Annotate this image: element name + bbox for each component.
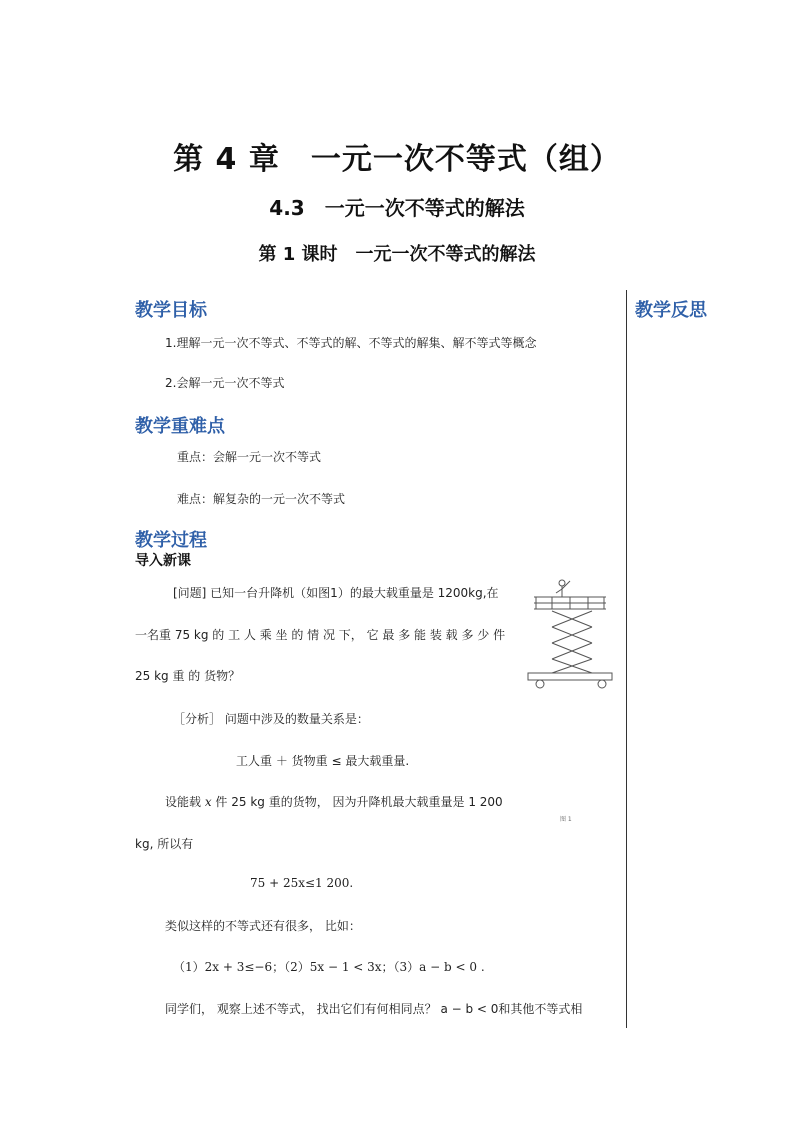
setup-line-1: 设能载 x 件 25 kg 重的货物， 因为升降机最大载重量是 1 200 [165, 795, 503, 809]
key-point-text: 重点：会解一元一次不等式 [177, 450, 322, 464]
problem-line-1: [问题] 已知一台升降机（如图1）的最大载重量是 1200kg,在 [173, 586, 499, 600]
objectives-heading: 教学目标 [135, 300, 207, 321]
scissor-lift-illustration [522, 575, 618, 693]
process-heading: 教学过程 [135, 530, 207, 551]
example-inequalities: （1）2x + 3≤−6；（2）5x − 1 < 3x；（3）a − b < 0 . [173, 960, 485, 974]
problem-line-2: 一名重 75 kg 的 工 人 乘 坐 的 情 况 下， 它 最 多 能 装 载 多 少 件 [135, 628, 506, 642]
quantity-relation: 工人重 ＋ 货物重 ≤ 最大载重量. [236, 754, 410, 768]
section-title: 4.3 一元一次不等式的解法 [269, 196, 525, 220]
analysis-text: ［分析］ 问题中涉及的数量关系是： [173, 712, 369, 726]
intro-heading: 导入新课 [135, 553, 191, 569]
objective-item-2: 2.会解一元一次不等式 [165, 376, 285, 390]
figure-label: 图 1 [560, 816, 572, 823]
column-divider [626, 290, 627, 1028]
lesson-title: 第 1 课时 一元一次不等式的解法 [258, 244, 536, 265]
inequality: 75 + 25x≤1 200. [250, 876, 354, 890]
problem-line-3: 25 kg 重 的 货物？ [135, 669, 241, 683]
chapter-title: 第 4 章 一元一次不等式（组） [173, 142, 621, 177]
objective-item-1: 1.理解一元一次不等式、不等式的解、不等式的解集、解不等式等概念 [165, 336, 537, 350]
reflection-heading: 教学反思 [635, 300, 707, 321]
key-points-heading: 教学重难点 [135, 416, 225, 437]
setup-line-2: kg, 所以有 [135, 837, 194, 851]
question-text: 同学们， 观察上述不等式， 找出它们有何相同点？ a − b < 0和其他不等式相 [165, 1002, 583, 1016]
difficulty-text: 难点：解复杂的一元一次不等式 [177, 492, 346, 506]
similar-text: 类似这样的不等式还有很多， 比如： [165, 919, 361, 933]
